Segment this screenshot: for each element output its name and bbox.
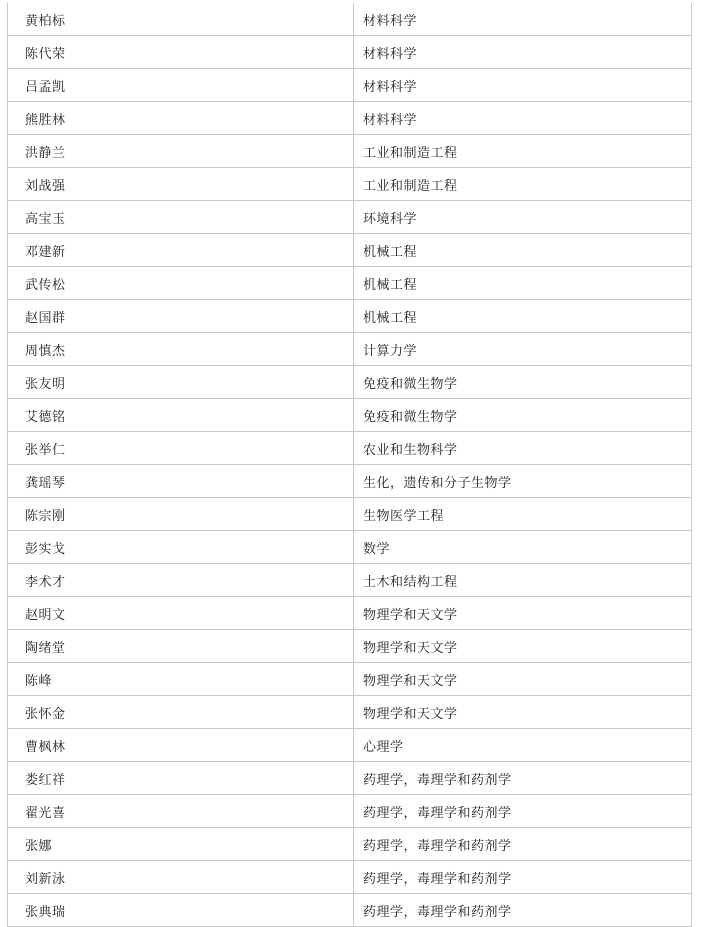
table-row (8, 69, 692, 102)
table-row (8, 432, 692, 465)
field-cell: 物理学和天文学 (354, 630, 692, 663)
table-row (8, 564, 692, 597)
field-cell: 农业和生物科学 (354, 432, 692, 465)
field-cell: 工业和制造工程 (354, 168, 692, 201)
name-cell: 翟光喜 (8, 795, 354, 828)
name-cell: 陈代荣 (8, 36, 354, 69)
table-row (8, 498, 692, 531)
field-cell: 材料科学 (354, 102, 692, 135)
field-cell: 机械工程 (354, 300, 692, 333)
table-row (8, 696, 692, 729)
table-row (8, 300, 692, 333)
name-cell: 武传松 (8, 267, 354, 300)
table-row (8, 762, 692, 795)
field-cell: 生物医学工程 (354, 498, 692, 531)
table-row (8, 729, 692, 762)
table-row (8, 201, 692, 234)
field-cell: 物理学和天文学 (354, 696, 692, 729)
table-row (8, 234, 692, 267)
name-cell: 陈峰 (8, 663, 354, 696)
name-cell: 刘战强 (8, 168, 354, 201)
name-cell: 龚瑶琴 (8, 465, 354, 498)
scholar-field-table (7, 3, 692, 927)
field-cell: 药理学，毒理学和药剂学 (354, 894, 692, 927)
field-cell: 心理学 (354, 729, 692, 762)
name-cell: 邓建新 (8, 234, 354, 267)
field-cell: 药理学，毒理学和药剂学 (354, 795, 692, 828)
table-row (8, 861, 692, 894)
table-row (8, 828, 692, 861)
table-row (8, 894, 692, 927)
field-cell: 免疫和微生物学 (354, 366, 692, 399)
table-row (8, 663, 692, 696)
name-cell: 张典瑞 (8, 894, 354, 927)
table-row (8, 3, 692, 36)
table-row (8, 597, 692, 630)
table-row (8, 102, 692, 135)
name-cell: 赵国群 (8, 300, 354, 333)
field-cell: 材料科学 (354, 3, 692, 36)
name-cell: 赵明文 (8, 597, 354, 630)
name-cell: 娄红祥 (8, 762, 354, 795)
table-row (8, 333, 692, 366)
field-cell: 工业和制造工程 (354, 135, 692, 168)
table-row (8, 399, 692, 432)
name-cell: 熊胜林 (8, 102, 354, 135)
field-cell: 药理学，毒理学和药剂学 (354, 861, 692, 894)
field-cell: 机械工程 (354, 267, 692, 300)
name-cell: 艾德铭 (8, 399, 354, 432)
table-row (8, 465, 692, 498)
field-cell: 物理学和天文学 (354, 663, 692, 696)
name-cell: 刘新泳 (8, 861, 354, 894)
field-cell: 物理学和天文学 (354, 597, 692, 630)
table-row (8, 630, 692, 663)
table-row (8, 366, 692, 399)
roster-sheet (7, 3, 683, 927)
table-row (8, 267, 692, 300)
name-cell: 高宝玉 (8, 201, 354, 234)
name-cell: 陶绪堂 (8, 630, 354, 663)
field-cell: 计算力学 (354, 333, 692, 366)
field-cell: 环境科学 (354, 201, 692, 234)
field-cell: 材料科学 (354, 36, 692, 69)
table-row (8, 531, 692, 564)
field-cell: 药理学，毒理学和药剂学 (354, 828, 692, 861)
table-row (8, 36, 692, 69)
field-cell: 材料科学 (354, 69, 692, 102)
name-cell: 李术才 (8, 564, 354, 597)
name-cell: 张举仁 (8, 432, 354, 465)
name-cell: 张怀金 (8, 696, 354, 729)
name-cell: 周慎杰 (8, 333, 354, 366)
name-cell: 曹枫林 (8, 729, 354, 762)
name-cell: 彭实戈 (8, 531, 354, 564)
table-row (8, 795, 692, 828)
field-cell: 免疫和微生物学 (354, 399, 692, 432)
name-cell: 洪静兰 (8, 135, 354, 168)
name-cell: 张娜 (8, 828, 354, 861)
field-cell: 机械工程 (354, 234, 692, 267)
name-cell: 吕孟凯 (8, 69, 354, 102)
field-cell: 生化，遗传和分子生物学 (354, 465, 692, 498)
field-cell: 土木和结构工程 (354, 564, 692, 597)
name-cell: 陈宗刚 (8, 498, 354, 531)
table-body (8, 3, 692, 927)
name-cell: 黄柏标 (8, 3, 354, 36)
table-row (8, 168, 692, 201)
table-row (8, 135, 692, 168)
name-cell: 张友明 (8, 366, 354, 399)
field-cell: 药理学，毒理学和药剂学 (354, 762, 692, 795)
field-cell: 数学 (354, 531, 692, 564)
